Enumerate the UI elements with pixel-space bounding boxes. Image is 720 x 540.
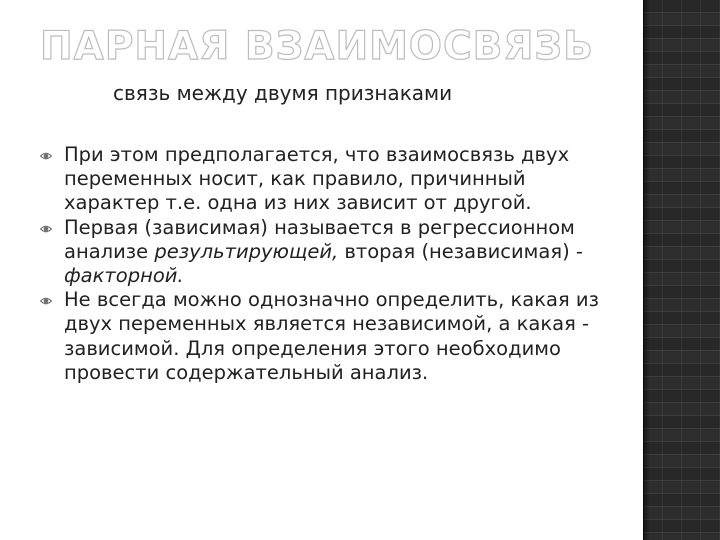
eye-bullet-icon xyxy=(40,223,52,235)
eye-bullet-icon xyxy=(40,150,52,162)
bullet-item-2 xyxy=(40,216,600,289)
bullet-list xyxy=(40,143,600,385)
slide-subtitle: связь между двумя признаками xyxy=(113,81,453,105)
bullet-item-1 xyxy=(40,143,600,216)
term-resultant: результирующей, xyxy=(154,239,339,263)
bullet-text: Не всегда можно однозначно определить, какая из двух переменных является независимой, а какая - зависимой. Для определения этого необходимо провести содержательный анализ. xyxy=(64,288,599,384)
decorative-sidebar xyxy=(643,0,720,540)
eye-bullet-icon xyxy=(40,295,52,307)
slide-title: ПАРНАЯ ВЗАИМОСВЯЗЬ xyxy=(40,24,594,69)
bullet-text: При этом предполагается, что взаимосвязь двух переменных носит, как правило, причинный характер т.е. одна из них зависит от другой. xyxy=(64,143,570,215)
bullet-text-part: Первая (зависимая) называется в регрессионном анализе xyxy=(64,215,575,263)
term-factor: факторной. xyxy=(64,264,184,288)
bullet-item-3 xyxy=(40,288,600,385)
bullet-text-part: вторая (независимая) - xyxy=(338,239,583,263)
